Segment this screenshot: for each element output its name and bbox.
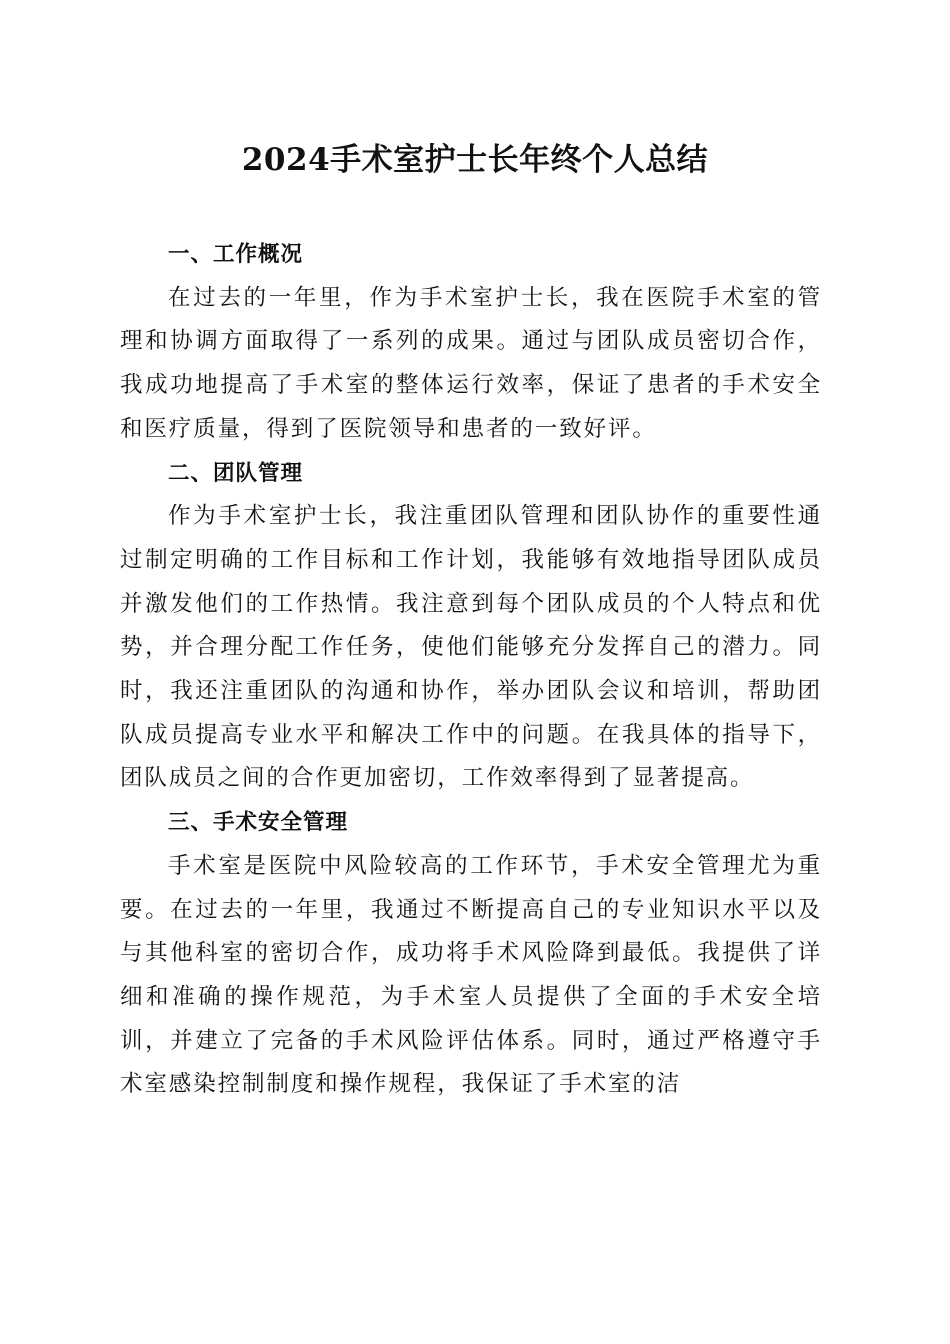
- document-body: [120, 233, 822, 1107]
- section-paragraph: 在过去的一年里，作为手术室护士长，我在医院手术室的管理和协调方面取得了一系列的成果。通过与团队成员密切合作，我成功地提高了手术室的整体运行效率，保证了患者的手术安全和医疗质量，得到了医院领导和患者的一致好评。: [120, 284, 822, 442]
- document-title: 2024手术室护士长年终个人总结: [241, 142, 709, 178]
- section-paragraph: 手术室是医院中风险较高的工作环节，手术安全管理尤为重要。在过去的一年里，我通过不断提高自己的专业知识水平以及与其他科室的密切合作，成功将手术风险降到最低。我提供了详细和准确的操作规范，为手术室人员提供了全面的手术安全培训，并建立了完备的手术风险评估体系。同时，通过严格遵守手术室感染控制制度和操作规程，我保证了手术室的洁: [120, 852, 822, 1098]
- section-heading: 三、手术安全管理: [168, 810, 349, 836]
- section-work-overview: [120, 233, 822, 452]
- section-surgical-safety: [120, 801, 822, 1107]
- section-heading: 二、团队管理: [168, 460, 304, 486]
- section-heading: 一、工作概况: [168, 242, 304, 267]
- section-paragraph: 作为手术室护士长，我注重团队管理和团队协作的重要性通过制定明确的工作目标和工作计划，我能够有效地指导团队成员并激发他们的工作热情。我注意到每个团队成员的个人特点和优势，并合理分配工作任务，使他们能够充分发挥自己的潜力。同时，我还注重团队的沟通和协作，举办团队会议和培训，帮助团队成员提高专业水平和解决工作中的问题。在我具体的指导下，团队成员之间的合作更加密切，工作效率得到了显著提高。: [120, 503, 822, 792]
- section-team-management: [120, 452, 822, 802]
